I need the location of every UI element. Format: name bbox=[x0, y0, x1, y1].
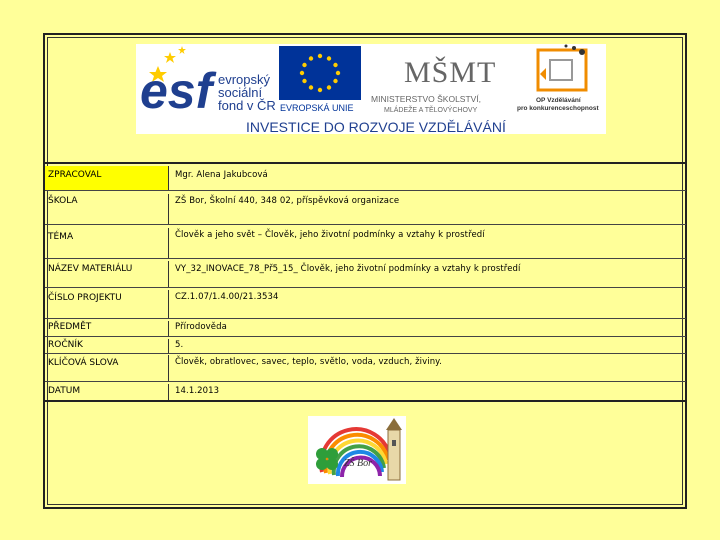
row-label: ROČNÍK bbox=[48, 340, 83, 350]
table-line bbox=[45, 336, 686, 337]
op-line-2: pro konkurenceschopnost bbox=[517, 105, 599, 112]
row-value: Člověk, obratlovec, savec, teplo, světlo, voda, vzduch, živiny. bbox=[175, 357, 442, 367]
table-row bbox=[45, 228, 686, 258]
row-label: NÁZEV MATERIÁLU bbox=[48, 264, 133, 274]
row-value: Člověk a jeho svět – Člověk, jeho životní podmínky a vztahy k prostředí bbox=[175, 230, 485, 240]
esf-subtitle-line-2: sociální bbox=[218, 85, 263, 100]
table-row bbox=[45, 261, 686, 287]
row-value: Přírodověda bbox=[175, 322, 227, 332]
table-row bbox=[45, 194, 686, 224]
row-label: ČÍSLO PROJEKTU bbox=[48, 293, 122, 303]
table-line bbox=[45, 224, 686, 225]
table-line bbox=[45, 318, 686, 319]
row-label: KLÍČOVÁ SLOVA bbox=[48, 358, 119, 368]
row-value: 14.1.2013 bbox=[175, 386, 220, 396]
table-line bbox=[45, 353, 686, 354]
esf-subtitle-line-3: fond v ČR bbox=[218, 98, 276, 113]
msmt-line-1: MINISTERSTVO ŠKOLSTVÍ, bbox=[371, 94, 482, 104]
table-line bbox=[45, 162, 686, 164]
row-label: TÉMA bbox=[48, 232, 74, 242]
table-row bbox=[45, 384, 686, 400]
school-logo-graphic bbox=[308, 416, 406, 484]
table-row bbox=[45, 339, 686, 353]
school-logo-text: ZŠ Bor bbox=[344, 458, 373, 469]
op-line-1: OP Vzdělávání bbox=[536, 97, 581, 104]
eu-funding-logo-banner bbox=[136, 44, 606, 134]
row-label: ZPRACOVAL bbox=[48, 170, 102, 180]
table-line bbox=[45, 258, 686, 259]
row-label: ŠKOLA bbox=[48, 196, 78, 206]
table-row bbox=[45, 290, 686, 318]
msmt-logo-text: MŠMT bbox=[404, 56, 497, 89]
op-vzdelavani-logo-icon bbox=[538, 45, 586, 91]
row-value: ZŠ Bor, Školní 440, 348 02, příspěvková organizace bbox=[175, 196, 400, 206]
table-line bbox=[45, 400, 686, 402]
eu-label: EVROPSKÁ UNIE bbox=[280, 103, 354, 113]
row-value: 5. bbox=[175, 340, 184, 350]
row-label: PŘEDMĚT bbox=[48, 322, 92, 332]
table-line bbox=[45, 190, 686, 191]
msmt-line-2: MLÁDEŽE A TĚLOVÝCHOVY bbox=[384, 107, 478, 114]
row-value: VY_32_INOVACE_78_Př5_15_ Člověk, jeho životní podmínky a vztahy k prostředí bbox=[175, 264, 521, 274]
logo-banner-graphic bbox=[136, 44, 606, 134]
esf-subtitle-line-1: evropský bbox=[218, 72, 271, 87]
table-row bbox=[45, 166, 686, 190]
school-logo bbox=[308, 416, 406, 484]
row-label: DATUM bbox=[48, 386, 81, 396]
table-row bbox=[45, 355, 686, 381]
esf-logo-text: esf bbox=[140, 63, 213, 119]
row-value: CZ.1.07/1.4.00/21.3534 bbox=[175, 292, 279, 302]
investice-slogan: INVESTICE DO ROZVOJE VZDĚLÁVÁNÍ bbox=[246, 119, 506, 134]
table-line bbox=[45, 287, 686, 288]
table-row bbox=[45, 321, 686, 336]
table-line bbox=[45, 381, 686, 382]
tower-icon bbox=[386, 418, 402, 480]
row-value: Mgr. Alena Jakubcová bbox=[175, 170, 268, 180]
